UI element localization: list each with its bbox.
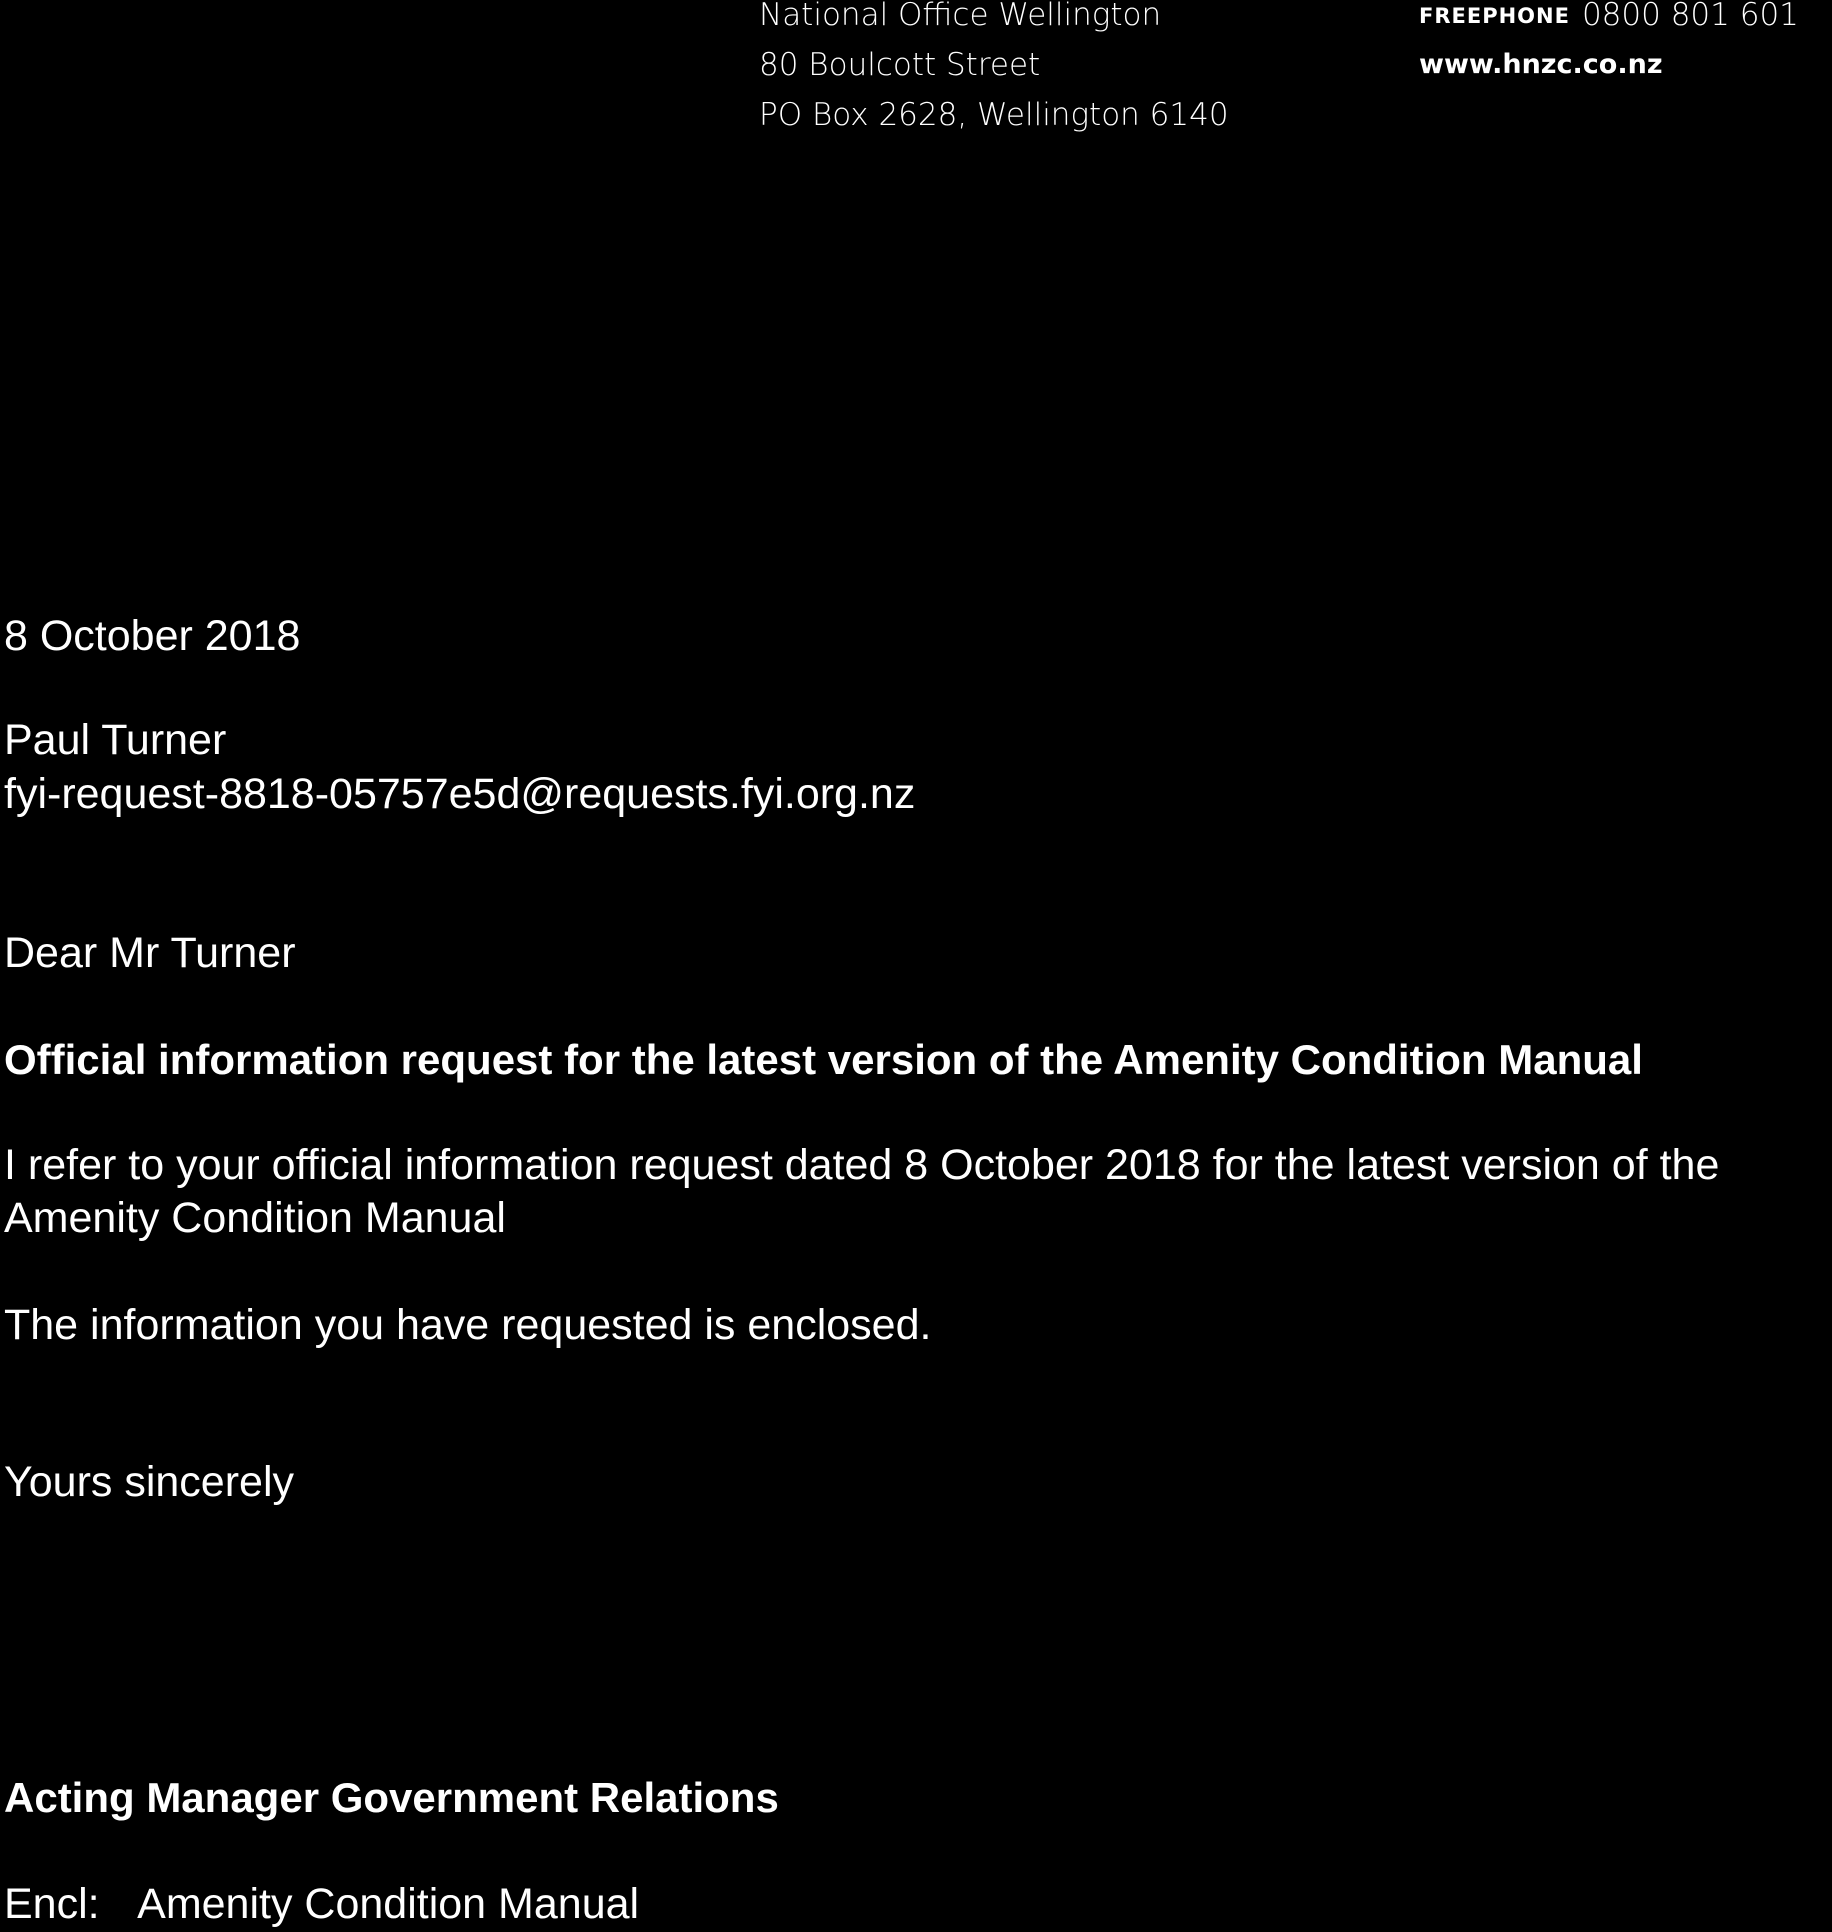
recipient-email[interactable]: fyi-request-8818-05757e5d@requests.fyi.org.nz	[4, 770, 916, 818]
enclosure-item: Amenity Condition Manual	[137, 1880, 640, 1928]
letter-date: 8 October 2018	[4, 612, 301, 660]
letterhead-address	[759, 0, 1229, 140]
freephone-number: 0800 801 601	[1581, 0, 1799, 33]
website-link[interactable]: www.hnzc.co.nz	[1419, 49, 1663, 80]
salutation: Dear Mr Turner	[4, 929, 296, 977]
paragraph-2: The information you have requested is enclosed.	[4, 1301, 932, 1349]
recipient-name: Paul Turner	[4, 716, 227, 764]
address-line-pobox: PO Box 2628, Wellington 6140	[759, 97, 1229, 133]
letter-subject: Official information request for the latest version of the Amenity Condition Manual	[4, 1036, 1643, 1083]
address-line-street: 80 Boulcott Street	[759, 47, 1041, 83]
letterhead-contact	[1419, 0, 1799, 90]
paragraph-1-line-1: I refer to your official information request dated 8 October 2018 for the latest version of the	[4, 1141, 1720, 1189]
paragraph-1-line-2: Amenity Condition Manual	[4, 1194, 506, 1242]
address-line-office: National Office Wellington	[759, 0, 1162, 33]
enclosure-label: Encl:	[4, 1880, 100, 1928]
signatory-title: Acting Manager Government Relations	[4, 1774, 779, 1821]
enclosure	[4, 1880, 639, 1929]
freephone	[1419, 0, 1799, 40]
closing: Yours sincerely	[4, 1458, 294, 1506]
freephone-label: FREEPHONE	[1419, 4, 1570, 28]
